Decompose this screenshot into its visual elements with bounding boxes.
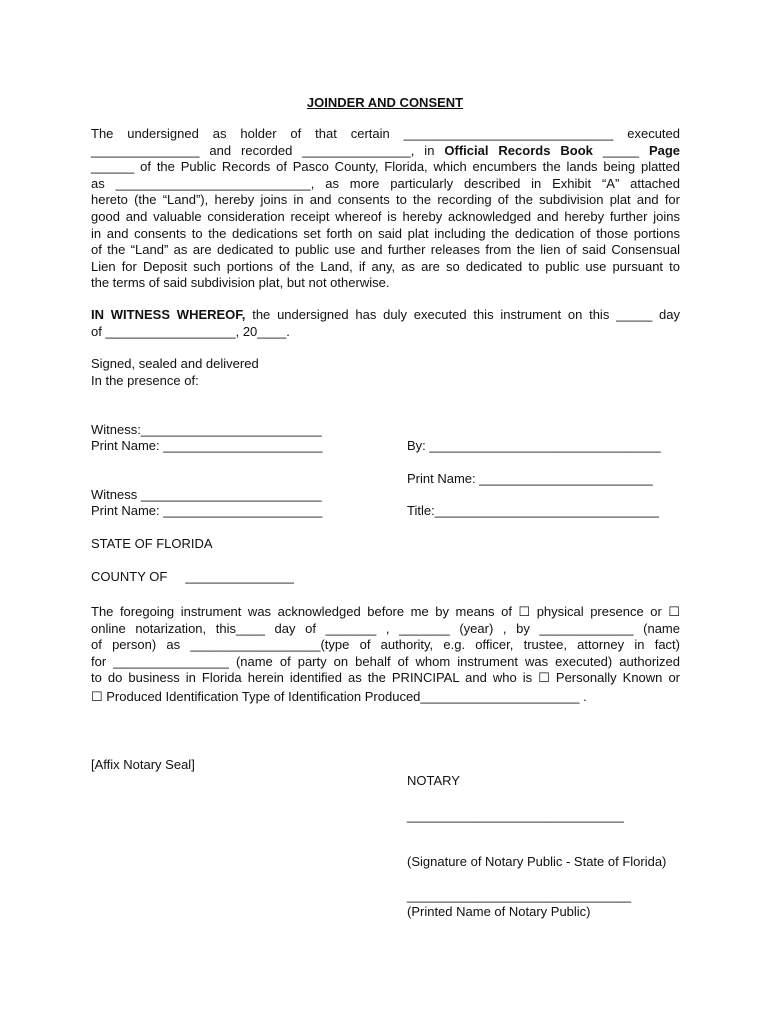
paragraph-line: good and valuable consideration receipt whereof is hereby acknowledged and hereby further joins — [91, 208, 680, 224]
signed-sealed-line: Signed, sealed and delivered — [91, 356, 259, 371]
print-name-2-line: Print Name: ______________________ — [91, 503, 323, 518]
acknowledgment-paragraph — [91, 604, 680, 706]
paragraph-line-text: _______________ and recorded _______________, in — [91, 142, 445, 158]
notary-signature-line: ______________________________ — [407, 808, 624, 823]
paragraph-line: ______ of the Public Records of Pasco County, Florida, which encumbers the lands being platted — [91, 159, 680, 175]
county-of: COUNTY OF _______________ — [91, 569, 294, 584]
notary-heading: NOTARY — [407, 773, 460, 788]
in-witness-whereof: IN WITNESS WHEREOF, — [91, 307, 246, 322]
title-line: Title:_______________________________ — [407, 503, 659, 518]
document-title: JOINDER AND CONSENT — [306, 95, 464, 110]
official-records-label: Official Records Book — [444, 142, 593, 158]
acknowledgment-line: ☐ Produced Identification Type of Identification Produced______________________ . — [91, 688, 587, 704]
acknowledgment-line: to do business in Florida herein identified as the PRINCIPAL and who is ☐ Personally Known or — [91, 670, 680, 686]
paragraph-line: the terms of said subdivision plat, but not otherwise. — [91, 275, 390, 291]
notary-signature-caption: (Signature of Notary Public - State of Florida) — [407, 854, 667, 869]
joinder-paragraph — [91, 126, 680, 292]
affix-notary-seal: [Affix Notary Seal] — [91, 757, 195, 772]
witness-clause-line — [91, 307, 680, 324]
paragraph-line: of the “Land” as are dedicated to public use and further releases from the lien of said Consensual — [91, 242, 680, 258]
by-line: By: ________________________________ — [407, 438, 661, 453]
paragraph-line: in and consents to the dedications set forth on said plat including the dedication of those portions — [91, 225, 680, 241]
page-label: Page — [648, 142, 681, 158]
print-name-right-line: Print Name: ________________________ — [407, 471, 653, 486]
acknowledgment-line: The foregoing instrument was acknowledged before me by means of ☐ physical presence or ☐ — [91, 604, 680, 619]
paragraph-line: as ___________________________, as more particularly described in Exhibit “A” attached — [91, 175, 680, 191]
witness-clause — [91, 307, 680, 340]
state-of-florida: STATE OF FLORIDA — [91, 536, 213, 551]
paragraph-line: The undersigned as holder of that certain _____________________________ executed — [91, 126, 680, 141]
acknowledgment-line: of person) as __________________(type of authority, e.g. officer, trustee, attorney in fact) — [91, 637, 680, 653]
paragraph-line: hereto (the “Land”), hereby joins in and consents to the recording of the subdivision plat and for — [91, 192, 680, 208]
paragraph-line: Lien for Deposit such portions of the Land, if any, as are so dedicated to public use pursuant to — [91, 258, 680, 274]
notary-name-caption: (Printed Name of Notary Public) — [407, 904, 591, 919]
witness-clause-line: of __________________, 20____. — [91, 323, 290, 339]
witness-clause-text: the undersigned has duly executed this instrument on this _____ day — [245, 307, 681, 322]
witness-1-line: Witness:_________________________ — [91, 422, 322, 437]
witness-2-line: Witness _________________________ — [91, 487, 322, 502]
in-presence-line: In the presence of: — [91, 373, 199, 388]
acknowledgment-line: online notarization, this____ day of _______ , _______ (year) , by _____________ (name — [91, 620, 680, 636]
paragraph-line — [91, 143, 680, 160]
notary-name-line: _______________________________ — [407, 888, 632, 903]
print-name-1-line: Print Name: ______________________ — [91, 438, 323, 453]
page-blank: _____ — [592, 142, 649, 158]
acknowledgment-line: for ________________ (name of party on behalf of whom instrument was executed) authorized — [91, 653, 680, 669]
